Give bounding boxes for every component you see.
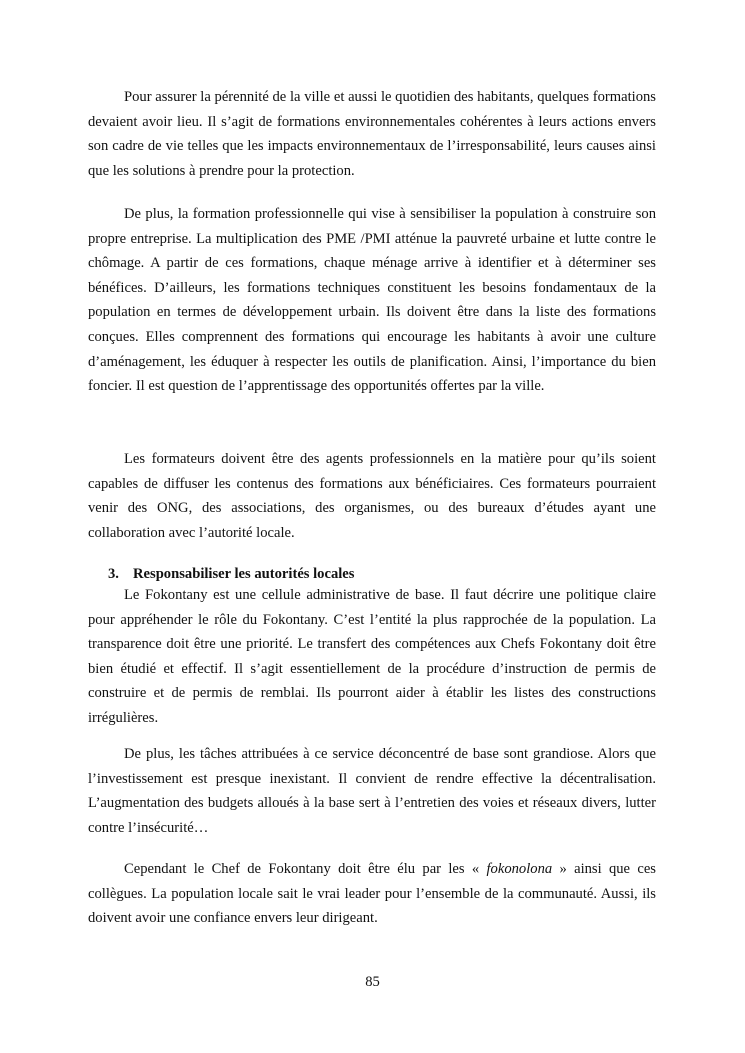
paragraph-text-before: Cependant le Chef de Fokontany doit être élu par les « bbox=[124, 861, 487, 877]
emphasis-term: fokonolona bbox=[486, 861, 553, 877]
paragraph: De plus, la formation professionnelle qui vise à sensibiliser la population à construire son propre entreprise. La multiplication des PME /PMI atténue la pauvreté urbaine et lutte contre le chômage. A partir de ces formations, chaque ménage arrive à identifier et à déterminer ses bénéfices. D’ailleurs, les formations techniques constituent les besoins fondamentaux de la population en termes de développement urbain. Ils doivent être dans la liste des formations conçues. Elles comprennent des formations qui encourage les habitants à avoir une culture d’aménagement, les éduquer à respecter les outils de planification. Ainsi, l’importance du bien foncier. Il est question de l’apprentissage des opportunités offertes par la ville. bbox=[88, 206, 656, 395]
paragraph: De plus, les tâches attribuées à ce service déconcentré de base sont grandiose. Alors que l’investissement est presque inexistant. Il convient de rendre effective la décentralisation. L’augmentation des budgets alloués à la base sert à l’entretien des voies et réseaux divers, lutter contre l’insécurité… bbox=[88, 746, 656, 836]
paragraph: Les formateurs doivent être des agents professionnels en la matière pour qu’ils soient capables de diffuser les contenus des formations aux bénéficiaires. Ces formateurs pourraient venir des ONG, des associations, des organismes, ou des bureaux d’études ayant une collaboration avec l’autorité locale. bbox=[88, 451, 656, 541]
section-title: Responsabiliser les autorités locales bbox=[133, 566, 355, 582]
page-number: 85 bbox=[365, 974, 380, 990]
paragraph: Le Fokontany est une cellule administrative de base. Il faut décrire une politique claire pour appréhender le rôle du Fokontany. C’est l’entité la plus rapprochée de la population. La transparence doit être une priorité. Le transfert des compétences aux Chefs Fokontany doit être bien étudié et effectif. Il s’agit essentiellement de la procédure d’instruction de permis de construire et de permis de remblai. Ils pourront aider à établir les listes des constructions irrégulières. bbox=[88, 587, 656, 726]
section-heading bbox=[108, 565, 656, 583]
paragraph bbox=[88, 857, 656, 931]
section-number: 3. bbox=[108, 566, 119, 582]
paragraph: Pour assurer la pérennité de la ville et aussi le quotidien des habitants, quelques formations devaient avoir lieu. Il s’agit de formations environnementales cohérentes à leurs actions envers son cadre de vie telles que les impacts environnementaux de l’irresponsabilité, leurs causes ainsi que les solutions à prendre pour la protection. bbox=[88, 89, 656, 179]
paragraph-text-after: » ainsi que ces collègues. La population locale sait le vrai leader pour l’ensemble de la communauté. Aussi, ils doivent avoir une confiance envers leur dirigeant. bbox=[88, 861, 656, 927]
